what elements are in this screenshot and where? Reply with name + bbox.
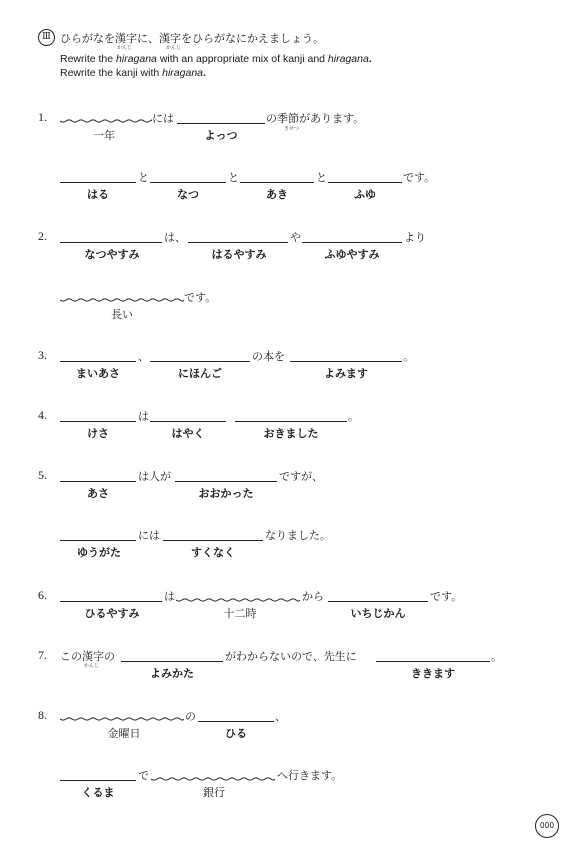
answer-line[interactable] xyxy=(60,540,136,541)
question-number-3: 3. xyxy=(38,348,47,362)
ruby-kanji-1: かんじ xyxy=(117,45,133,51)
answer-line[interactable] xyxy=(328,182,402,183)
answer-label: あき xyxy=(266,188,288,201)
answer-line[interactable] xyxy=(240,182,314,183)
answer-label: いちじかん xyxy=(350,607,406,620)
question-number-5: 5. xyxy=(38,468,47,482)
answer-label: 銀行 xyxy=(203,786,225,799)
answer-line[interactable] xyxy=(150,361,250,362)
wavy-underline xyxy=(151,775,275,783)
sentence-text: 、 xyxy=(275,710,286,723)
question-number-2: 2. xyxy=(38,229,47,243)
answer-line[interactable] xyxy=(198,721,274,722)
answer-label: ききます xyxy=(411,667,455,680)
answer-line[interactable] xyxy=(188,242,288,243)
instruction-emphasis: hiragana xyxy=(162,67,203,79)
instruction-text: . xyxy=(368,53,372,65)
answer-line[interactable] xyxy=(163,540,263,541)
sentence-text: 。 xyxy=(348,410,359,423)
instruction-text: with an appropriate mix of kanji and xyxy=(156,53,328,65)
answer-line[interactable] xyxy=(121,661,223,662)
answer-label: すくなく xyxy=(191,546,235,559)
answer-label: 十二時 xyxy=(223,607,257,620)
answer-label: おおかった xyxy=(198,487,254,500)
answer-label: はやく xyxy=(171,427,205,440)
sentence-text: で xyxy=(138,769,149,782)
wavy-underline xyxy=(60,715,184,723)
instruction-japanese: ひらがなを漢字に、漢字をひらがなにかえましょう。 xyxy=(60,32,324,45)
sentence-text: がわからないので、先生に xyxy=(225,650,357,663)
sentence-text: 。 xyxy=(403,350,414,363)
answer-label: 一年 xyxy=(93,129,115,142)
answer-line[interactable] xyxy=(302,242,402,243)
instruction-english-1 xyxy=(60,53,372,65)
answer-line[interactable] xyxy=(290,361,402,362)
page-number: 000 xyxy=(535,814,559,838)
answer-label: はる xyxy=(87,188,109,201)
wavy-underline xyxy=(60,296,184,304)
answer-label: よっつ xyxy=(204,129,238,142)
ruby-kanji: かんじ xyxy=(84,663,100,669)
answer-line[interactable] xyxy=(60,481,136,482)
sentence-text: から xyxy=(302,590,324,603)
instruction-emphasis: hiragana xyxy=(327,53,369,65)
sentence-text: この漢字の xyxy=(60,650,115,663)
instruction-text: Rewrite the xyxy=(60,53,117,65)
sentence-text: です。 xyxy=(430,590,463,603)
answer-label: くるま xyxy=(81,786,115,799)
instruction-english-2 xyxy=(60,67,206,79)
answer-label: なつやすみ xyxy=(84,248,140,261)
question-number-7: 7. xyxy=(38,648,47,662)
answer-line[interactable] xyxy=(150,182,226,183)
wavy-underline xyxy=(60,117,152,125)
answer-line[interactable] xyxy=(235,421,347,422)
sentence-text: には xyxy=(138,529,160,542)
answer-label: ひる xyxy=(225,727,247,740)
answer-label: 金曜日 xyxy=(107,727,141,740)
answer-label: ひるやすみ xyxy=(84,607,140,620)
answer-line[interactable] xyxy=(376,661,490,662)
sentence-text: と xyxy=(138,171,149,184)
sentence-text: の季節があります。 xyxy=(266,112,365,125)
question-number-6: 6. xyxy=(38,588,47,602)
answer-line[interactable] xyxy=(150,421,226,422)
answer-label: ふゆ xyxy=(354,188,376,201)
answer-line[interactable] xyxy=(175,481,277,482)
sentence-text: と xyxy=(228,171,239,184)
answer-line[interactable] xyxy=(60,242,162,243)
sentence-text: や xyxy=(290,231,301,244)
sentence-text: の xyxy=(185,710,196,723)
question-number-1: 1. xyxy=(38,110,47,124)
sentence-text: は人が xyxy=(138,470,171,483)
sentence-text: の本を xyxy=(252,350,285,363)
instruction-emphasis: hiragana xyxy=(116,53,157,65)
answer-label: はるやすみ xyxy=(211,248,267,261)
answer-line[interactable] xyxy=(328,601,428,602)
sentence-text: なりました。 xyxy=(265,529,331,542)
answer-label: ふゆやすみ xyxy=(324,248,380,261)
sentence-text: には xyxy=(152,112,174,125)
answer-label: にほんご xyxy=(178,367,222,380)
sentence-text: 、 xyxy=(138,350,149,363)
sentence-text: より xyxy=(404,231,426,244)
sentence-text: は、 xyxy=(164,231,186,244)
answer-label: よみかた xyxy=(150,667,194,680)
answer-label: なつ xyxy=(177,188,199,201)
instruction-text: Rewrite the kanji with xyxy=(60,67,163,79)
section-number-badge: Ⅲ xyxy=(38,29,55,46)
answer-label: あさ xyxy=(87,487,109,500)
answer-line[interactable] xyxy=(60,601,162,602)
sentence-text: ですが、 xyxy=(279,470,323,483)
sentence-text: は xyxy=(164,590,175,603)
answer-label: まいあさ xyxy=(76,367,120,380)
ruby-kisetsu: きせつ xyxy=(284,126,300,132)
ruby-kanji-2: かんじ xyxy=(166,45,182,51)
instruction-text: . xyxy=(203,67,206,79)
answer-line[interactable] xyxy=(60,361,136,362)
answer-line[interactable] xyxy=(60,421,136,422)
answer-line[interactable] xyxy=(60,780,136,781)
sentence-text: は xyxy=(138,410,149,423)
question-number-4: 4. xyxy=(38,408,47,422)
answer-label: ゆうがた xyxy=(77,546,121,559)
answer-line[interactable] xyxy=(60,182,136,183)
sentence-text: です。 xyxy=(403,171,436,184)
answer-line[interactable] xyxy=(177,123,265,124)
answer-label: けさ xyxy=(87,427,109,440)
sentence-text: 。 xyxy=(491,650,502,663)
answer-label: おきました xyxy=(263,427,319,440)
answer-label: よみます xyxy=(324,367,368,380)
sentence-text: です。 xyxy=(184,291,217,304)
sentence-text: へ行きます。 xyxy=(277,769,343,782)
question-number-8: 8. xyxy=(38,708,47,722)
sentence-text: と xyxy=(316,171,327,184)
wavy-underline xyxy=(176,596,300,604)
answer-label: 長い xyxy=(111,308,133,321)
